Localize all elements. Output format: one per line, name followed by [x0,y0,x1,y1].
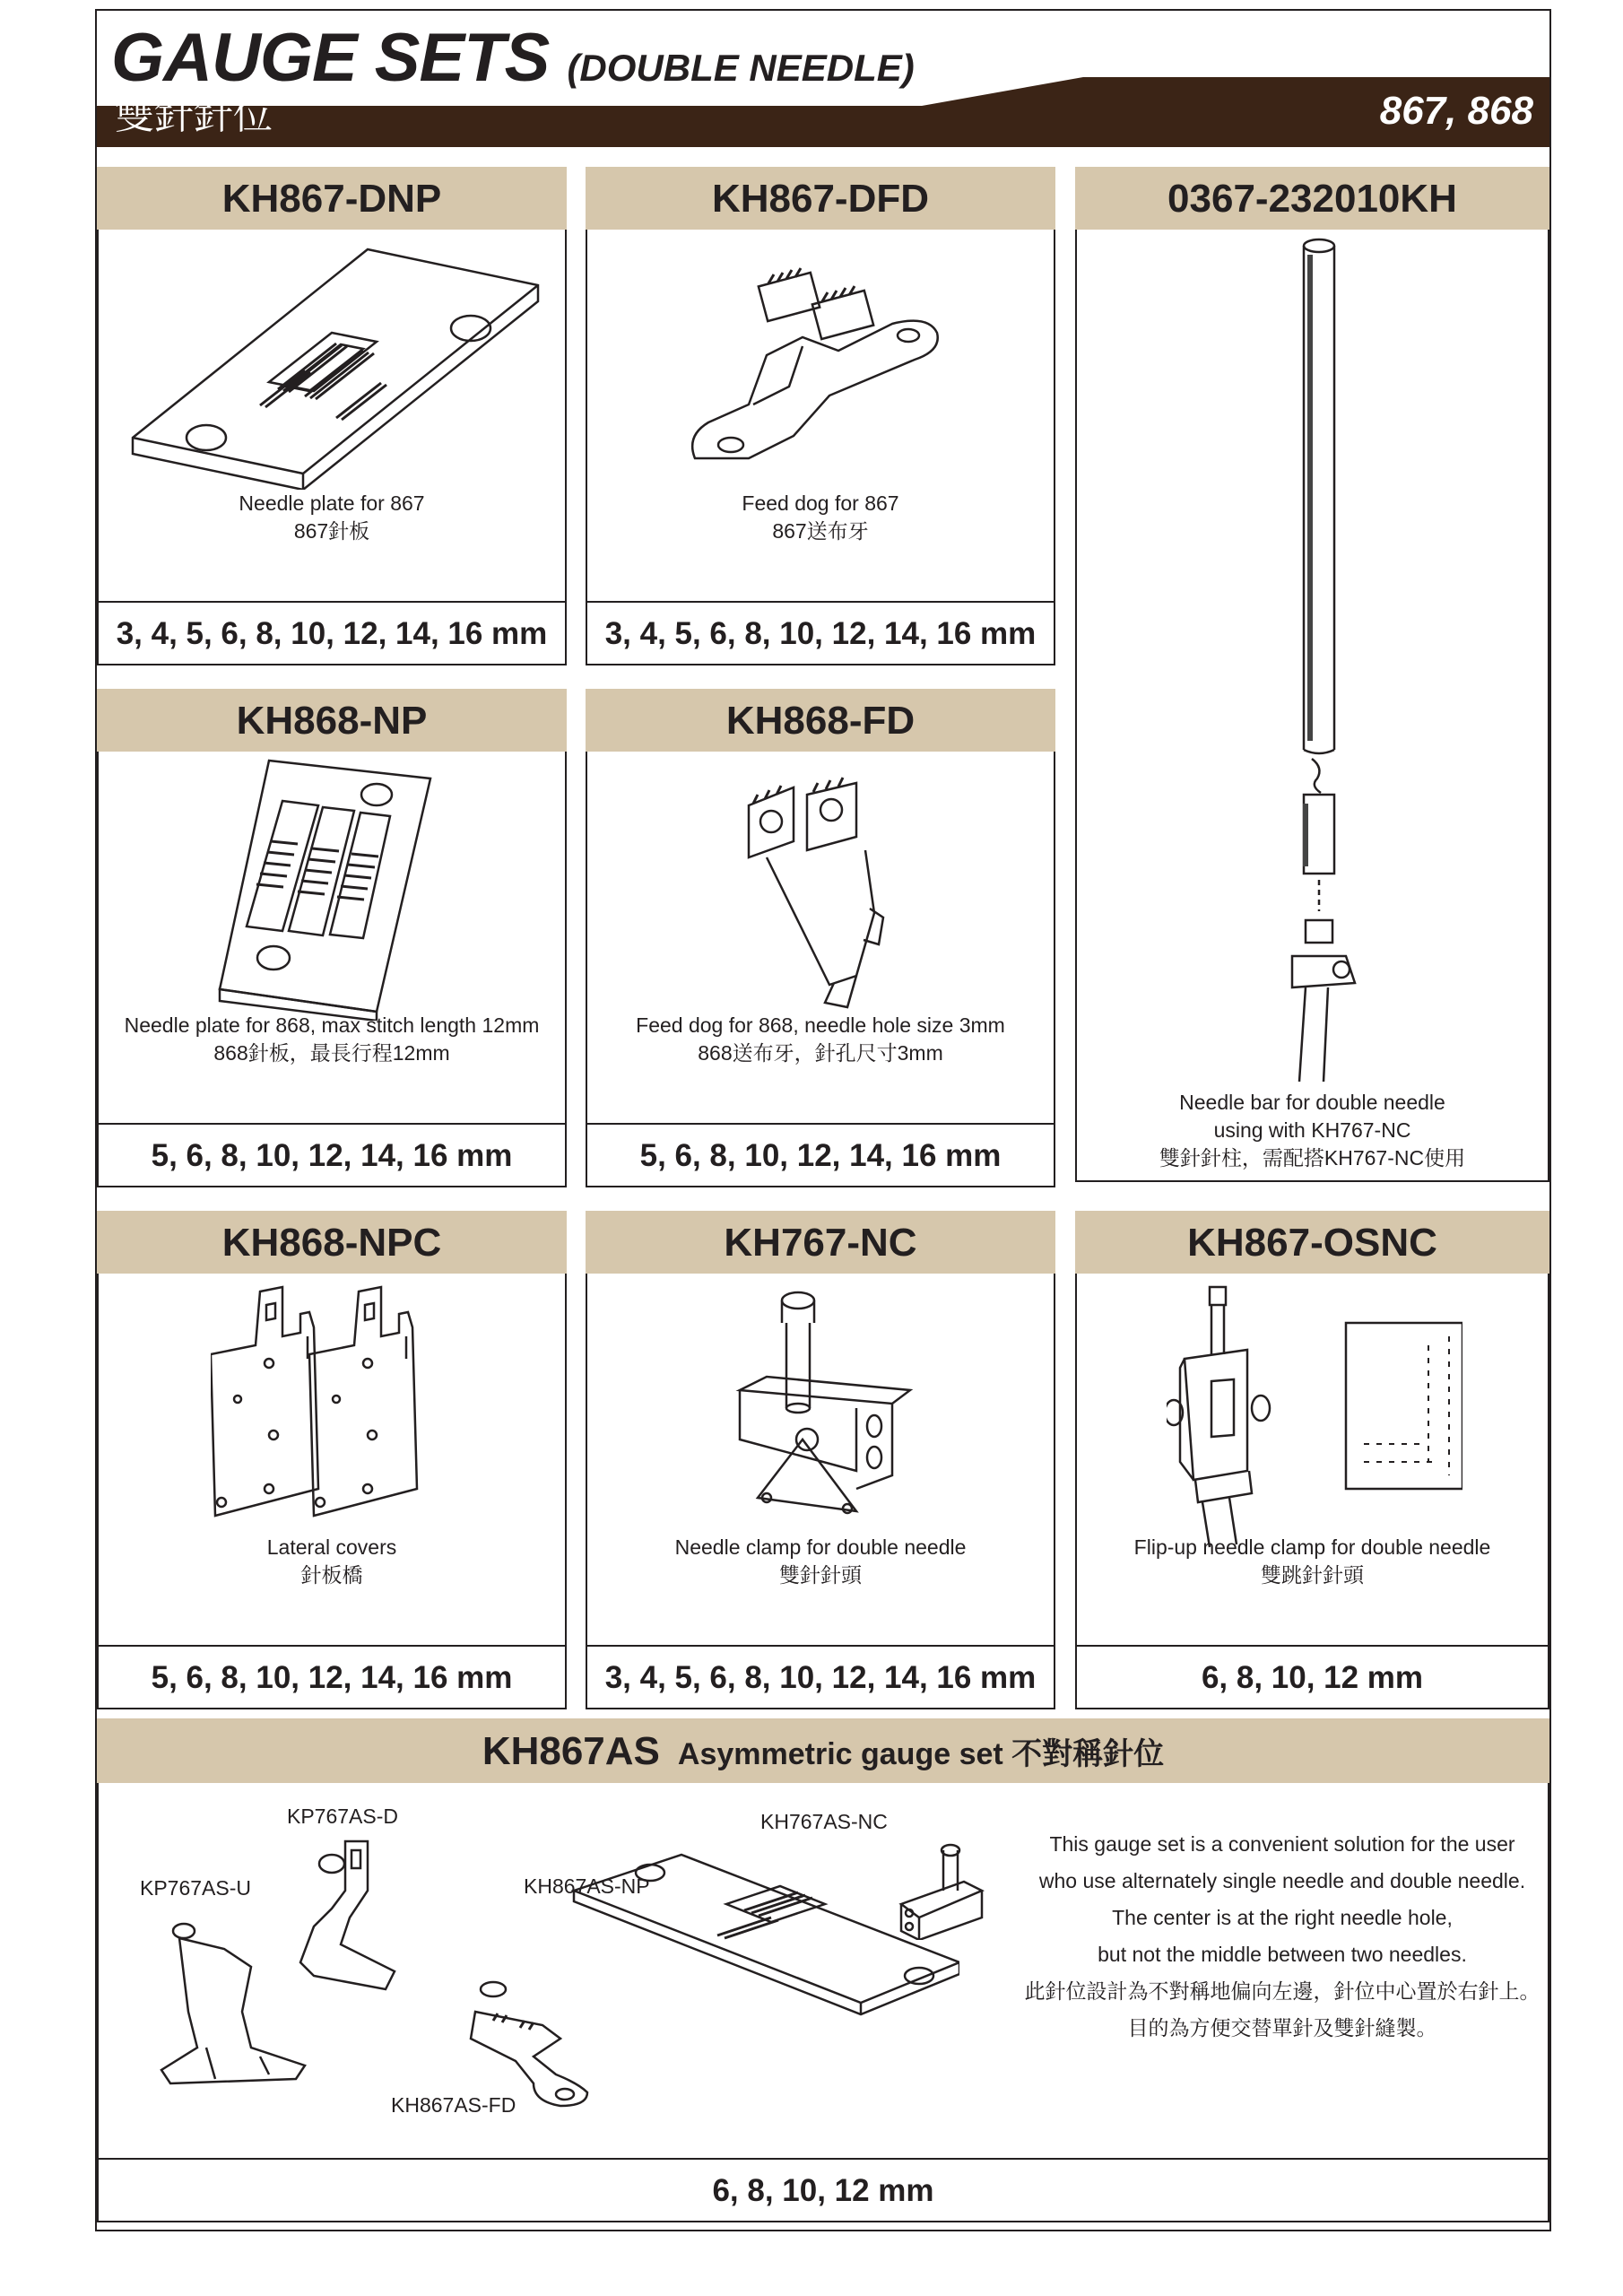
header-band [97,77,1549,147]
needle-clamp-as-image [897,1841,986,1940]
model-range: 867, 868 [1379,89,1533,133]
product-card-kh868-npc [97,1211,567,1709]
desc-cn: 867送布牙 [772,519,869,543]
card-model: KH868-NPC [97,1211,567,1274]
desc-en: Feed dog for 868, needle hole size 3mm [636,1013,1005,1037]
label-kh867as-fd: KH867AS-FD [391,2093,516,2117]
card-description [1077,1534,1548,1589]
note-line: The center is at the right needle hole, [1112,1906,1453,1929]
asymmetric-title: Asymmetric gauge set 不對稱針位 [677,1737,1165,1771]
desc-en: Needle plate for 867 [239,491,425,515]
size-list: 5, 6, 8, 10, 12, 14, 16 mm [97,1645,567,1709]
chinese-title: 雙針針位 [115,92,273,138]
presser-foot-d-image [296,1837,412,2007]
product-card-kh867-dnp [97,167,567,665]
asymmetric-size-list: 6, 8, 10, 12 mm [97,2158,1549,2222]
size-list: 5, 6, 8, 10, 12, 14, 16 mm [97,1123,567,1187]
note-line: 此針位設計為不對稱地偏向左邊，針位中心置於右針上。 [1024,1979,1541,2003]
desc-cn: 雙針針頭 [779,1563,862,1587]
product-card-kh867-osnc [1075,1211,1549,1709]
card-description [99,1534,565,1589]
card-model: 0367-232010KH [1075,167,1549,230]
feed-dog-868-image [740,752,919,1021]
needle-plate-868-image [197,752,466,1021]
card-body [97,752,567,1123]
desc-en: Flip-up needle clamp for double needle [1133,1535,1491,1559]
feed-dog-867-image [668,230,964,490]
header-band-shape [97,77,1549,147]
product-card-kh868-np [97,689,567,1187]
label-kp767as-u: KP767AS-U [140,1876,252,1900]
label-kh767as-nc: KH767AS-NC [760,1810,888,1833]
desc-en-2: using with KH767-NC [1213,1118,1411,1142]
card-body [586,752,1055,1123]
asymmetric-model: KH867AS [482,1729,660,1773]
needle-bar-image [1256,230,1382,1082]
desc-en: Needle clamp for double needle [674,1535,967,1559]
card-description [587,1534,1054,1589]
card-model: KH867-OSNC [1075,1211,1549,1274]
card-model: KH767-NC [586,1211,1055,1274]
needle-bar-text [1077,1089,1548,1172]
card-description [99,1012,565,1067]
asymmetric-header [97,1718,1549,1783]
desc-cn: 針板橋 [300,1563,363,1587]
card-body [586,1274,1055,1645]
card-body [586,230,1055,601]
page-title: GAUGE SETS (DOUBLE NEEDLE) [111,20,915,96]
desc-en: Feed dog for 867 [742,491,899,515]
desc-en: Needle bar for double needle [1179,1091,1445,1114]
desc-cn: 868送布牙，針孔尺寸3mm [698,1041,943,1065]
size-list: 3, 4, 5, 6, 8, 10, 12, 14, 16 mm [586,601,1055,665]
note-line: but not the middle between two needles. [1098,1943,1467,1966]
desc-cn: 雙跳針針頭 [1261,1563,1364,1587]
asymmetric-note [1004,1826,1560,2047]
card-description [587,490,1054,545]
product-card-kh868-fd [586,689,1055,1187]
card-model: KH867-DFD [586,167,1055,230]
product-card-kh867-dfd [586,167,1055,665]
note-line: 目的為方便交替單針及雙針縫製。 [1127,2016,1437,2039]
card-model: KH868-NP [97,689,567,752]
product-card-0367-232010kh [1075,167,1549,1182]
desc-en: Needle plate for 868, max stitch length 12mm [124,1013,540,1037]
size-list: 5, 6, 8, 10, 12, 14, 16 mm [586,1123,1055,1187]
card-description [99,490,565,545]
size-list: 3, 4, 5, 6, 8, 10, 12, 14, 16 mm [586,1645,1055,1709]
desc-cn: 868針板，最長行程12mm [213,1041,450,1065]
needle-plate-867-image [117,230,551,490]
desc-cn: 867針板 [293,519,370,543]
card-body [1075,1274,1549,1645]
presser-foot-u-image [152,1913,314,2092]
product-card-kh767-nc [586,1211,1055,1709]
page-subtitle: (DOUBLE NEEDLE) [567,47,915,89]
note-line: who use alternately single needle and double needle. [1038,1869,1526,1892]
card-model: KH867-DNP [97,167,567,230]
size-list: 3, 4, 5, 6, 8, 10, 12, 14, 16 mm [97,601,567,665]
card-body [97,230,567,601]
note-line: This gauge set is a convenient solution for the user [1049,1832,1515,1856]
size-list: 6, 8, 10, 12 mm [1075,1645,1549,1709]
flip-up-needle-clamp-image [1167,1283,1462,1552]
asymmetric-body [97,1783,1549,2160]
label-kp767as-d: KP767AS-D [287,1805,399,1828]
lateral-covers-image [211,1283,462,1552]
needle-clamp-image [731,1283,919,1552]
card-body [97,1274,567,1645]
card-description [587,1012,1054,1067]
card-model: KH868-FD [586,689,1055,752]
desc-en: Lateral covers [266,1535,397,1559]
label-kh867as-np: KH867AS-NP [524,1874,650,1898]
card-body [1075,230,1549,1182]
desc-cn: 雙針針柱，需配搭KH767-NC使用 [1159,1146,1466,1170]
